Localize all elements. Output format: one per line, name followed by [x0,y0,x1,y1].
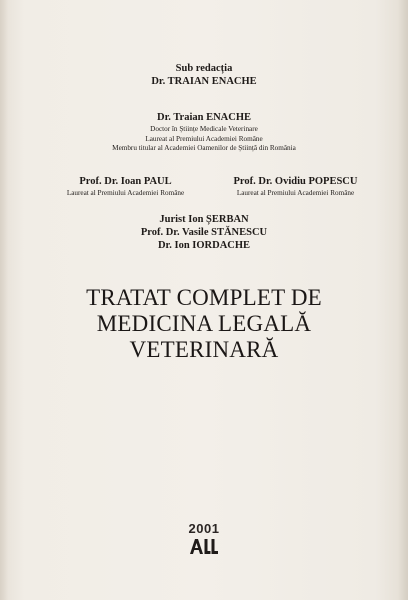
publication-year: 2001 [188,521,220,536]
additional-authors [0,213,408,252]
coauthor-right-name: Prof. Dr. Ovidiu POPESCU [233,176,358,187]
editor-block [0,62,408,88]
main-author-name: Dr. Traian ENACHE [156,112,252,123]
editor-label: Sub redacția [175,63,233,74]
coauthor-left-name: Prof. Dr. Ioan PAUL [79,176,172,187]
main-author-credential-3: Membru titular al Academiei Oamenilor de Știință din România [112,144,296,152]
main-author-credential-2: Laureat al Premiului Academiei Române [145,134,263,143]
main-author-block [0,111,408,154]
title-line-2: MEDICINA LEGALĂ [96,311,312,336]
main-author-credential-1: Doctor în Științe Medicale Veterinare [150,125,258,133]
title-line-3: VETERINARĂ [129,337,279,362]
coauthor-right [208,175,383,199]
publisher-mark [174,522,234,562]
author-serban: Jurist Ion ȘERBAN [159,214,249,225]
title-line-1: TRATAT COMPLET DE [86,285,322,310]
coauthor-right-credential: Laureat al Premiului Academiei Române [236,189,355,197]
editor-name: Dr. TRAIAN ENACHE [151,76,257,87]
author-stanescu: Prof. Dr. Vasile STĂNESCU [140,227,268,238]
coauthor-left-credential: Laureat al Premiului Academiei Române [66,189,185,197]
coauthor-left [38,175,213,199]
author-iordache: Dr. Ion IORDACHE [157,240,251,251]
book-title [0,285,408,363]
all-publisher-logo-icon [189,537,219,555]
